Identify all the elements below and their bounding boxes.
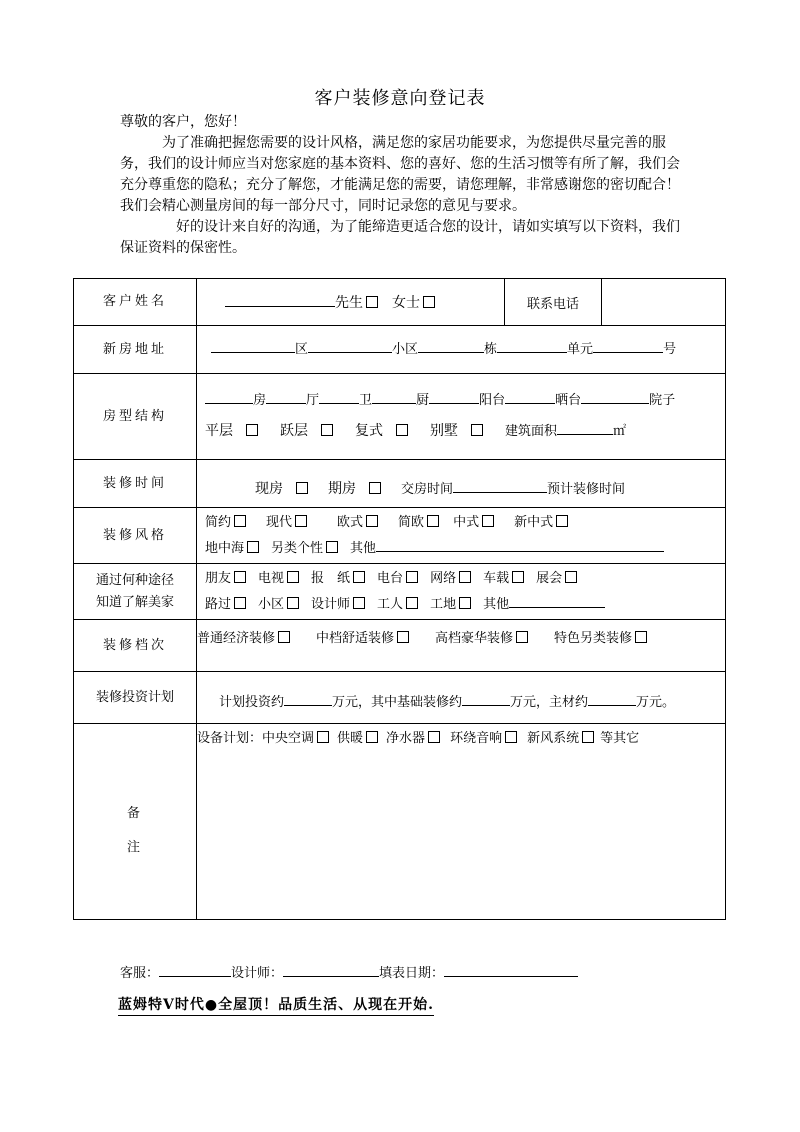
budget-base-field[interactable] [462,691,510,706]
label-source-line-2: 知道了解美家 [95,594,174,610]
slogan: 蓝姆特Ⅴ时代●全屋顶！品质生活、从现在开始. [118,994,434,1016]
row-budget [74,672,726,724]
planned-time-label: 预计装修时间 [547,482,626,497]
row-customer-name [74,279,726,326]
type-villa-label: 别墅 [430,423,458,439]
label-budget: 装修投资计划 [74,672,197,724]
style-modern-label: 现代 [266,514,293,530]
baths-label: 卫 [359,393,373,408]
type-flat-label: 平层 [205,423,233,439]
row-style [74,508,726,564]
remarks-area[interactable] [197,724,726,920]
label-time: 装修时间 [74,460,197,508]
service-label: 客服： [120,966,160,981]
source-passing-checkbox[interactable] [234,597,246,609]
equip-audio-checkbox[interactable] [505,731,517,743]
equip-fresh-air-label: 新风系统 [527,731,580,746]
source-designer-label: 设计师 [311,596,351,612]
equip-heating-checkbox[interactable] [366,731,378,743]
rooms-label: 房 [253,393,267,408]
phone-field[interactable] [602,279,726,325]
ms-label: 女士 [392,295,420,311]
kitchens-label: 厨 [416,393,430,408]
style-simple-label: 简约 [205,514,232,530]
grade-economy-checkbox[interactable] [278,631,290,643]
style-mediterranean-checkbox[interactable] [247,541,259,553]
intro-paragraph-2: 好的设计来自好的沟通，为了能缔造更适合您的设计，请如实填写以下资料，我们保证资料的保密性。 [120,219,680,256]
source-worker-checkbox[interactable] [406,597,418,609]
source-site-label: 工地 [430,596,457,612]
budget-end-label: 万元。 [636,694,676,710]
area-label: 建筑面积 [505,424,558,439]
equip-purifier-checkbox[interactable] [428,731,440,743]
source-site-checkbox[interactable] [459,597,471,609]
style-modern-checkbox[interactable] [295,515,307,527]
source-car-label: 车载 [483,570,510,586]
drying-field[interactable] [505,389,555,404]
style-simple-checkbox[interactable] [234,515,246,527]
equip-ac-label: 中央空调 [262,731,315,746]
grade-comfort-checkbox[interactable] [397,631,409,643]
style-european-checkbox[interactable] [366,515,378,527]
style-mediterranean-label: 地中海 [205,540,245,556]
building-field[interactable] [418,338,484,353]
yard-field[interactable] [581,389,649,404]
grade-comfort-label: 中档舒适装修 [316,631,395,646]
type-duplex-label: 跃层 [280,423,308,439]
equip-others-label: 等其它 [600,731,640,746]
budget-base-label: 万元，其中基础装修约 [332,694,463,710]
area-unit: ㎡ [613,424,627,439]
source-expo-label: 展会 [536,570,563,586]
source-worker-label: 工人 [377,596,404,612]
equipment-label: 设备计划： [197,731,263,746]
budget-material-label: 万元，主材约 [510,694,589,710]
label-remarks-2: 注 [126,839,143,855]
ms-checkbox[interactable] [423,296,435,308]
equip-purifier-label: 净水器 [386,731,426,746]
source-passing-label: 路过 [205,596,232,612]
style-alternative-label: 另类个性 [271,540,324,556]
equip-audio-label: 环绕音响 [450,731,503,746]
label-source [74,564,197,620]
source-community-label: 小区 [258,596,285,612]
source-community-checkbox[interactable] [287,597,299,609]
label-remarks [74,724,197,920]
community-field[interactable] [308,338,392,353]
service-field[interactable] [159,962,231,977]
style-other-label: 其他 [350,540,377,556]
intro-text [120,112,690,259]
equip-heating-label: 供暖 [337,731,364,746]
row-grade [74,620,726,672]
ready-house-label: 现房 [255,481,283,497]
equip-ac-checkbox[interactable] [317,731,329,743]
budget-total-label: 计划投资约 [219,694,285,710]
grade-luxury-label: 高档豪华装修 [435,631,514,646]
phone-label: 联系电话 [505,279,602,325]
room-number-label: 号 [663,341,677,357]
halls-field[interactable] [266,389,306,404]
building-label: 栋 [484,341,498,357]
type-flat-checkbox[interactable] [246,424,258,436]
drying-label: 晒台 [555,393,582,408]
kitchens-field[interactable] [372,389,416,404]
type-multilevel-checkbox[interactable] [396,424,408,436]
rooms-field[interactable] [205,389,253,404]
source-radio-label: 电台 [377,570,404,586]
type-villa-checkbox[interactable] [471,424,483,436]
delivery-time-field[interactable] [453,478,547,493]
grade-luxury-checkbox[interactable] [516,631,528,643]
type-duplex-checkbox[interactable] [321,424,333,436]
style-chinese-checkbox[interactable] [482,515,494,527]
off-plan-label: 期房 [328,481,356,497]
style-simple-european-label: 简欧 [398,514,425,530]
source-other-field[interactable] [509,593,605,608]
style-chinese-label: 中式 [453,514,480,530]
grade-special-checkbox[interactable] [635,631,647,643]
label-layout: 房型结构 [74,374,197,460]
mr-label: 先生 [335,295,363,311]
area-field[interactable] [557,420,613,435]
row-source [74,564,726,620]
ready-house-checkbox[interactable] [296,482,308,494]
label-customer-name: 客户姓名 [74,279,197,326]
intro-paragraph-1: 为了准确把握您需要的设计风格，满足您的家居功能要求，为您提供尽量完善的服务，我们的设计师应当对您家庭的基本资料、您的喜好、您的生活习惯等有所了解，我们会充分尊重您的隐私；充分了解您，才能满足您的需要，请您理解，非常感谢您的密切配合！我们会精心测量房间的每一部分尺寸，同时记录您的意见与要求。 [120,135,680,214]
name-field[interactable] [225,292,335,307]
grade-economy-label: 普通经济装修 [197,631,276,646]
designer-field[interactable] [283,962,379,977]
yard-label: 院子 [649,393,676,408]
balconies-label: 阳台 [479,393,506,408]
room-number-field[interactable] [593,338,663,353]
label-style: 装修风格 [74,508,197,564]
district-label: 区 [295,341,309,357]
row-layout [74,374,726,460]
source-expo-checkbox[interactable] [565,571,577,583]
unit-field[interactable] [497,338,567,353]
style-new-chinese-label: 新中式 [514,514,554,530]
unit-label: 单元 [567,341,594,357]
source-friend-checkbox[interactable] [234,571,246,583]
balconies-field[interactable] [429,389,479,404]
style-new-chinese-checkbox[interactable] [556,515,568,527]
budget-total-field[interactable] [284,691,332,706]
community-label: 小区 [392,341,419,357]
source-internet-label: 网络 [430,570,457,586]
source-newspaper-label: 报 纸 [311,570,351,586]
date-field[interactable] [444,962,578,977]
equip-fresh-air-checkbox[interactable] [582,731,594,743]
grade-special-label: 特色另类装修 [554,631,633,646]
district-field[interactable] [211,338,295,353]
delivery-time-label: 交房时间 [401,482,454,497]
source-car-checkbox[interactable] [512,571,524,583]
baths-field[interactable] [319,389,359,404]
style-simple-european-checkbox[interactable] [427,515,439,527]
style-alternative-checkbox[interactable] [326,541,338,553]
source-other-label: 其他 [483,596,510,612]
budget-material-field[interactable] [588,691,636,706]
source-internet-checkbox[interactable] [459,571,471,583]
label-remarks-1: 备 [126,805,143,821]
type-multilevel-label: 复式 [355,423,383,439]
mr-checkbox[interactable] [366,296,378,308]
label-address: 新房地址 [74,326,197,374]
row-remarks [74,724,726,920]
source-radio-checkbox[interactable] [406,571,418,583]
source-designer-checkbox[interactable] [353,597,365,609]
style-european-label: 欧式 [337,514,364,530]
source-friend-label: 朋友 [205,570,232,586]
footer-signatures [120,962,578,981]
source-newspaper-checkbox[interactable] [353,571,365,583]
style-other-field[interactable] [376,537,664,552]
date-label: 填表日期： [379,966,445,981]
page-title: 客户装修意向登记表 [314,88,486,109]
source-tv-label: 电视 [258,570,285,586]
designer-label: 设计师： [231,966,284,981]
source-tv-checkbox[interactable] [287,571,299,583]
greeting: 尊敬的客户，您好！ [120,114,246,130]
registration-form [73,278,726,920]
halls-label: 厅 [306,393,320,408]
off-plan-checkbox[interactable] [369,482,381,494]
label-grade: 装修档次 [74,620,197,672]
row-address [74,326,726,374]
row-time [74,460,726,508]
label-source-line-1: 通过何种途径 [95,572,174,588]
